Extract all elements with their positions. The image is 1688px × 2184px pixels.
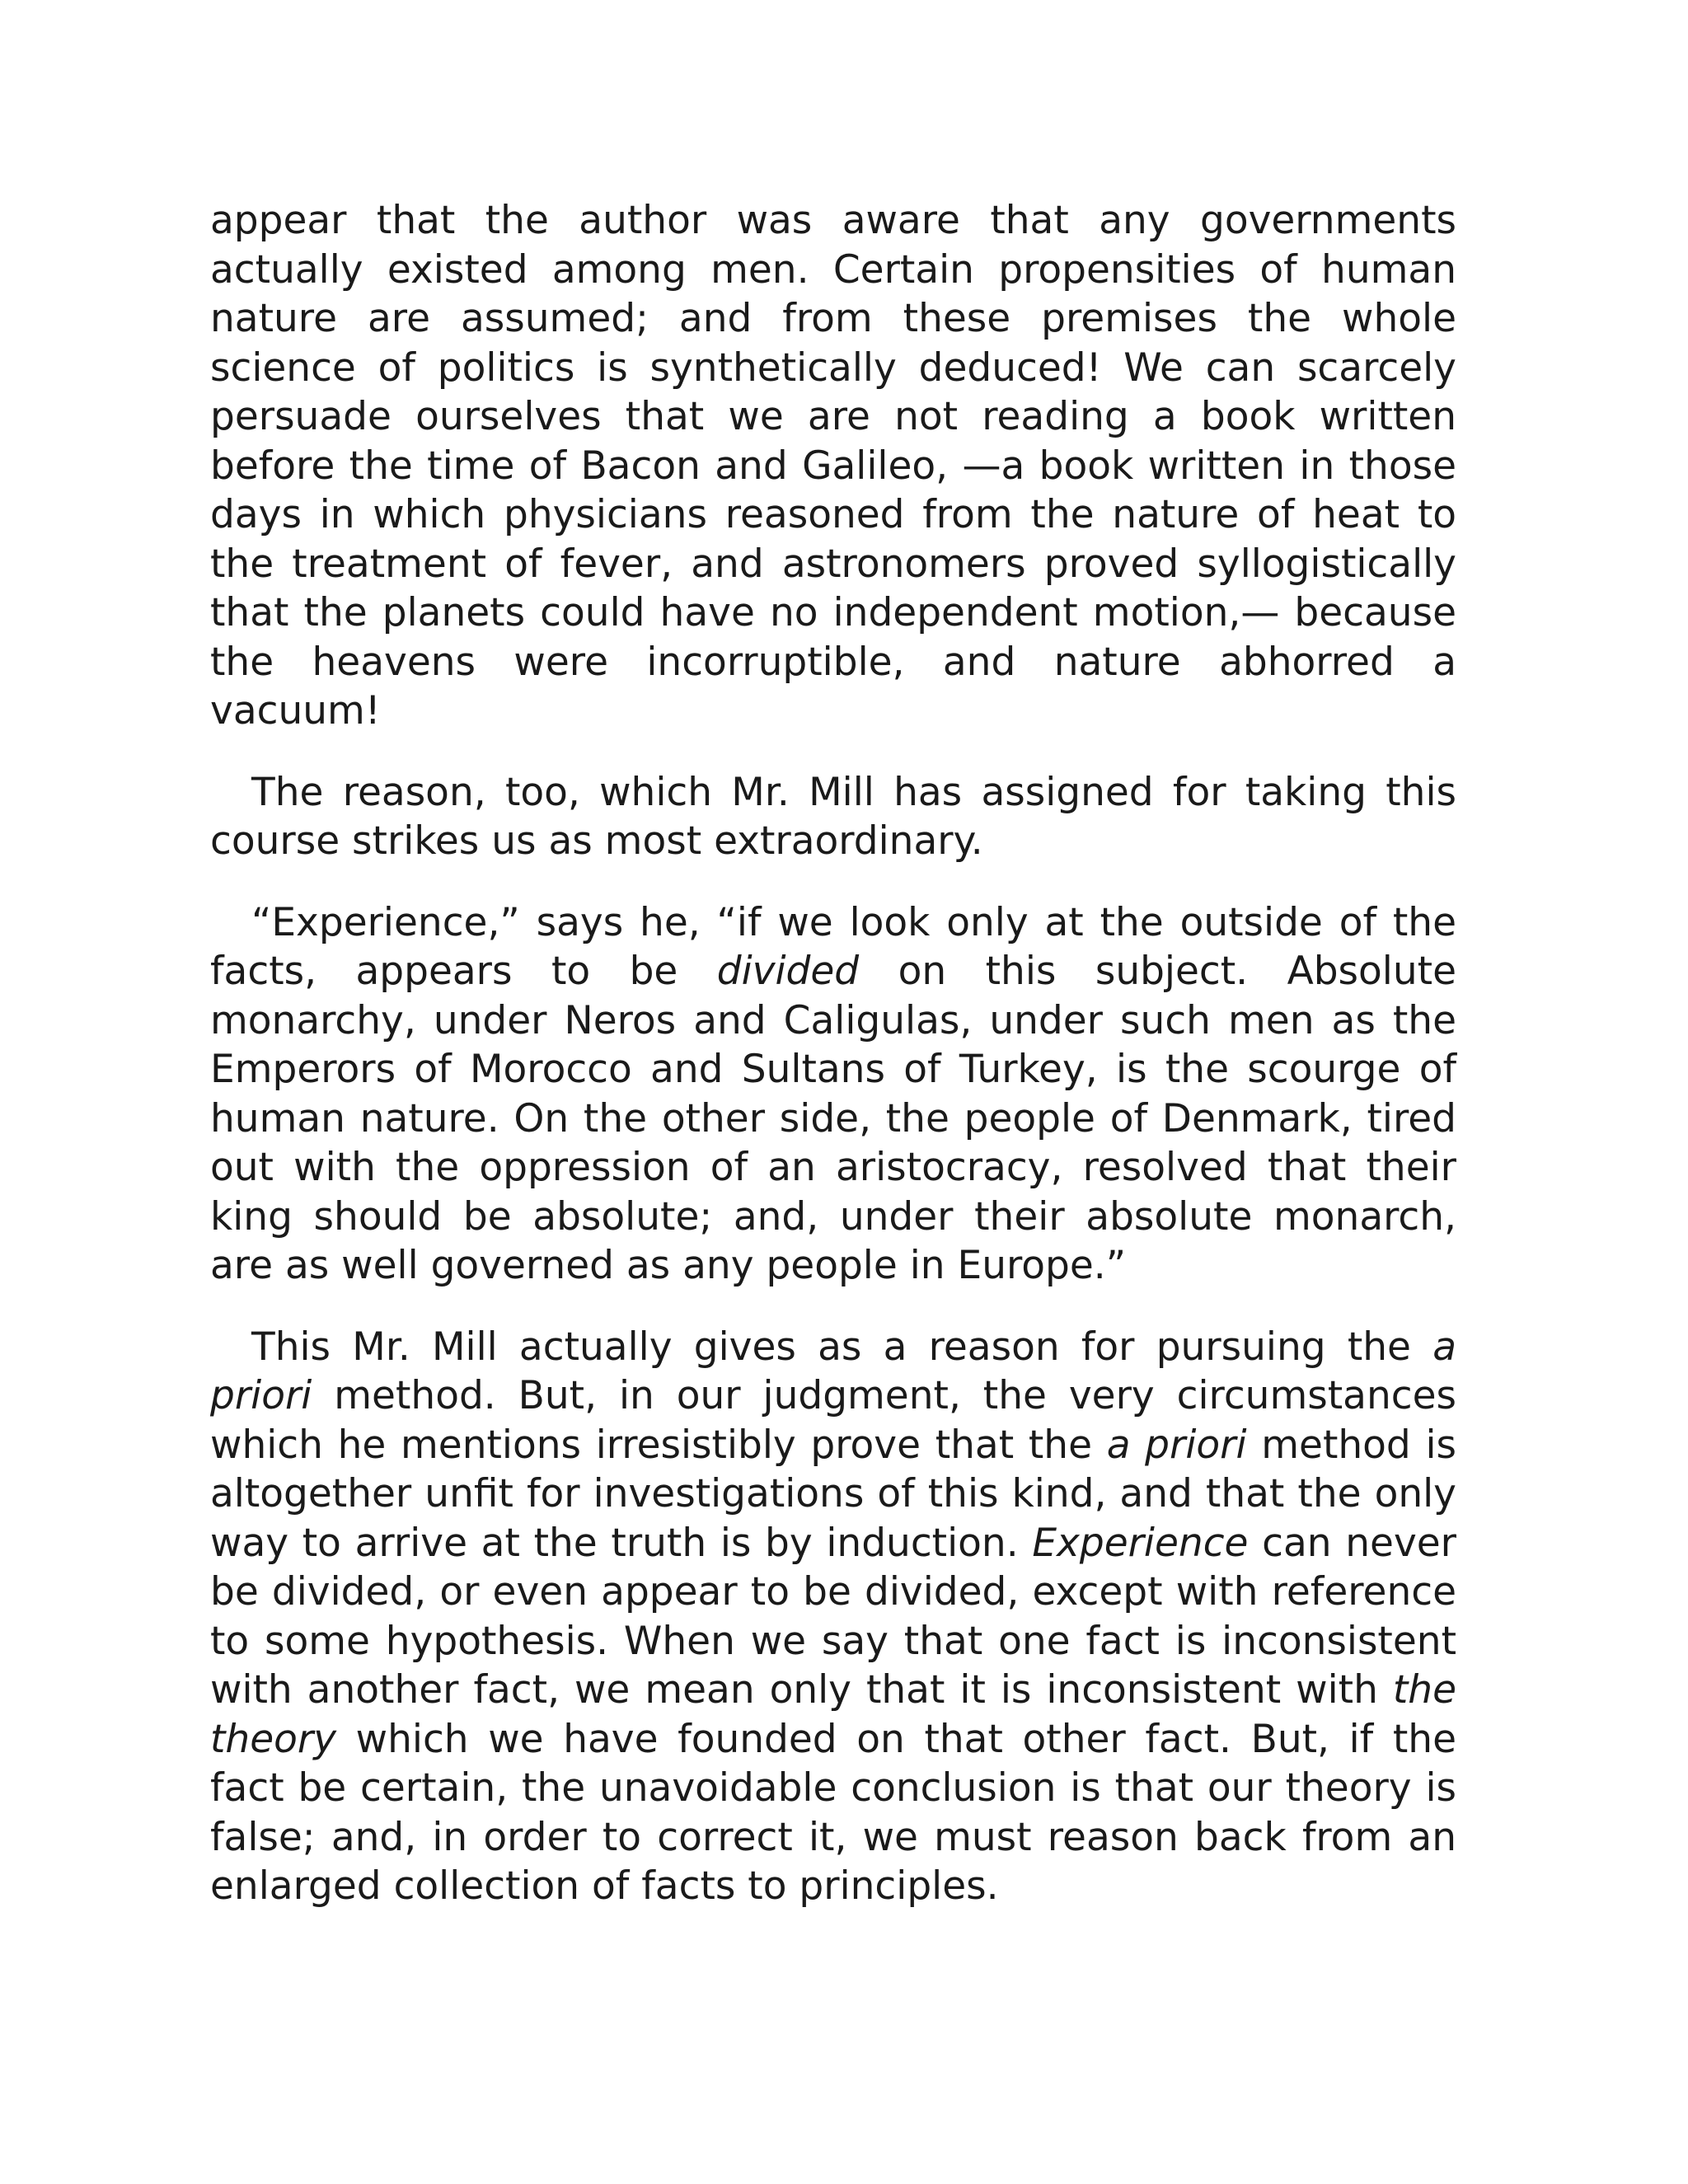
body-paragraph xyxy=(210,1323,1456,1911)
document-page xyxy=(210,196,1456,1943)
paragraph-text: on this subject. Absolute monarchy, under Neros and Caligulas, under such men as the Emperors of Morocco and Sultans of Turkey, is the scourge of human nature. On the other side, the people of Denmark, tired out with the oppression of an aristocracy, resolved that their king should be absolute; and, under their absolute monarch, are as well governed as any people in Europe.” xyxy=(210,949,1456,1288)
body-paragraph xyxy=(210,768,1456,866)
paragraph-text: The reason, too, which Mr. Mill has assigned for taking this course strikes us as most extraordinary. xyxy=(210,769,1456,864)
italic-text: a priori xyxy=(1106,1422,1247,1468)
body-paragraph xyxy=(210,196,1456,736)
paragraph-text: appear that the author was aware that any governments actually existed among men. Certain propensities of human nature are assumed; and from these premises the whole science of politics is synthetically deduced! We can scarcely persuade ourselves that we are not reading a book written before the time of Bacon and Galileo, —a book written in those days in which physicians reasoned from the nature of heat to the treatment of fever, and astronomers proved syllogistically that the planets could have no independent motion,— because the heavens were incorruptible, and nature abhorred a vacuum! xyxy=(210,198,1456,733)
paragraph-text: which we have founded on that other fact. But, if the fact be certain, the unavoidable conclusion is that our theory is false; and, in order to correct it, we must reason back from an enlarged collection of facts to principles. xyxy=(210,1716,1456,1909)
paragraph-text: method is altogether unfit for investigations of this kind, and that the only way to arrive at the truth is by induction. xyxy=(210,1422,1456,1566)
italic-text: the theory xyxy=(210,1667,1456,1762)
body-paragraph xyxy=(210,898,1456,1291)
italic-text: a priori xyxy=(210,1324,1456,1418)
paragraph-text: method. But, in our judgment, the very circumstances which he mentions irresistibly prove that the xyxy=(210,1373,1456,1468)
paragraph-text: This Mr. Mill actually gives as a reason for pursuing the xyxy=(251,1324,1433,1370)
italic-text: divided xyxy=(716,949,860,994)
paragraph-text: can never be divided, or even appear to be divided, except with reference to some hypothesis. When we say that one fact is inconsistent with another fact, we mean only that it is inconsistent with xyxy=(210,1520,1456,1713)
italic-text: Experience xyxy=(1032,1520,1249,1566)
paragraph-text: “Experience,” says he, “if we look only at the outside of the facts, appears to be xyxy=(210,899,1456,994)
